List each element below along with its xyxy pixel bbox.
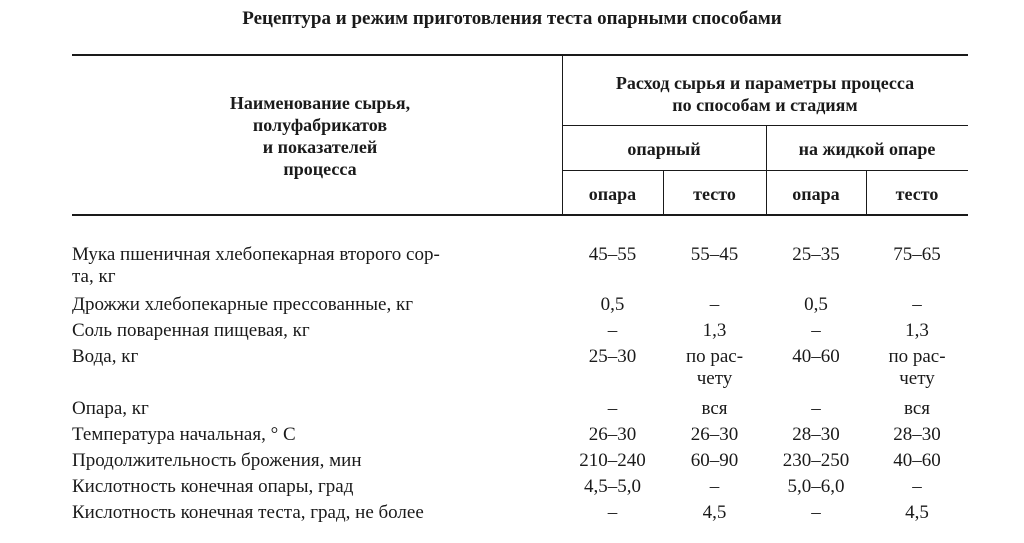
row-label — [72, 450, 361, 472]
table-cell: – — [811, 320, 821, 341]
table-cell: 4,5–5,0 — [584, 476, 641, 497]
table-cell: 28–30 — [792, 424, 840, 445]
row-label — [72, 244, 440, 288]
row-label — [72, 346, 138, 368]
table-cell: 0,5 — [600, 294, 625, 315]
table-cell: – — [709, 294, 720, 315]
row-label — [72, 294, 413, 316]
row-label-line: Вода, кг — [72, 346, 139, 367]
table-cell: по рас- чету — [888, 346, 946, 389]
stage-header: опара — [588, 184, 637, 204]
table-cell: 0,5 — [804, 294, 828, 315]
table-cell: 40–60 — [792, 346, 840, 367]
table-cell: – — [912, 294, 922, 315]
table-cell: 45–55 — [588, 244, 637, 265]
table-cell: – — [607, 398, 618, 419]
table-cell: 25–30 — [588, 346, 637, 367]
table-cell: 1,3 — [702, 320, 727, 341]
row-label — [72, 320, 310, 342]
table-cell: – — [607, 502, 618, 523]
row-label-line: Дрожжи хлебопекарные прессованные, кг — [72, 294, 413, 315]
table-cell: 26–30 — [690, 424, 739, 445]
table-cell: 5,0–6,0 — [787, 476, 845, 497]
table-cell: по рас- чету — [685, 346, 744, 389]
table-cell: 25–35 — [792, 244, 840, 265]
table-cell: 26–30 — [588, 424, 637, 445]
row-label-line: Кислотность конечная теста, град, не более — [72, 502, 424, 523]
table-cell: вся — [701, 398, 728, 419]
table-cell: 60–90 — [690, 450, 739, 471]
row-label-line: Мука пшеничная хлебопекарная второго сор- — [72, 244, 440, 265]
row-label — [72, 476, 353, 498]
group-header: Расход сырья и параметры процесса по способам и стадиям — [615, 73, 915, 115]
row-label — [72, 502, 424, 524]
table-cell: – — [811, 398, 821, 419]
stage-header: опара — [792, 184, 840, 204]
row-label-line: Кислотность конечная опары, град — [72, 476, 354, 497]
page-title: Рецептура и режим приготовления теста опарными способами — [242, 8, 782, 29]
row-label-line: та, кг — [72, 266, 116, 287]
row-label — [72, 424, 296, 446]
table-cell: 55–45 — [690, 244, 739, 265]
row-label-line: Опара, кг — [72, 398, 149, 419]
method-header: на жидкой опаре — [798, 139, 936, 159]
group-rule — [562, 125, 968, 126]
table-cell: – — [607, 320, 618, 341]
method-header: опарный — [627, 139, 701, 159]
row-label-line: Температура начальная, ° С — [72, 424, 296, 445]
table-cell: 40–60 — [893, 450, 941, 471]
table-cell: 1,3 — [905, 320, 929, 341]
stage-header: тесто — [693, 184, 736, 204]
table-cell: 230–250 — [782, 450, 850, 471]
row-label-line: Соль поваренная пищевая, кг — [72, 320, 310, 341]
stage-header: тесто — [895, 184, 939, 204]
table-cell: 210–240 — [579, 450, 646, 471]
name-column-header: Наименование сырья, полуфабрикатов и показателей процесса — [229, 93, 411, 179]
table-cell: – — [709, 476, 720, 497]
header-bottom-rule — [72, 214, 968, 216]
table-cell: 4,5 — [905, 502, 929, 523]
table-cell: 4,5 — [702, 502, 727, 523]
row-label-line: Продолжительность брожения, мин — [72, 450, 362, 471]
top-rule — [72, 54, 968, 56]
row-label — [72, 398, 149, 420]
table-cell: вся — [903, 398, 931, 419]
table-cell: 28–30 — [893, 424, 941, 445]
method-rule — [562, 170, 968, 171]
table-cell: 75–65 — [893, 244, 941, 265]
table-cell: – — [912, 476, 922, 497]
table-cell: – — [811, 502, 821, 523]
